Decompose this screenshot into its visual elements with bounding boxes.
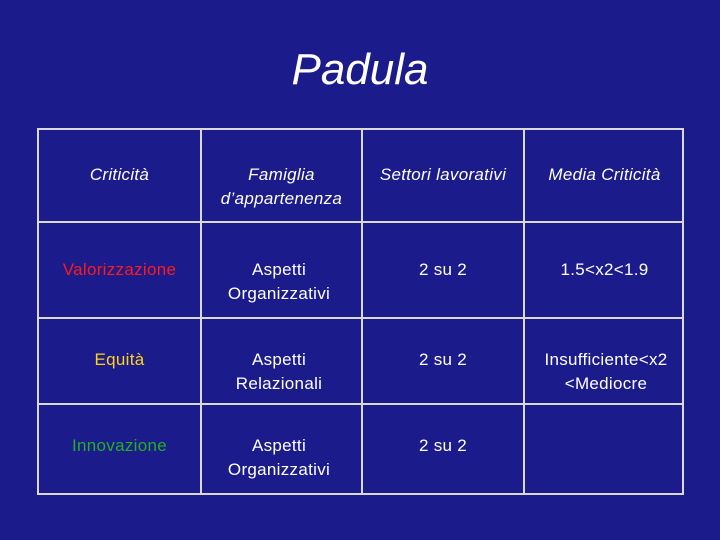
header-settori: Settori lavorativi bbox=[379, 165, 507, 184]
row1-media: 1.5<x2<1.9 bbox=[560, 260, 649, 279]
row1-settori: 2 su 2 bbox=[418, 260, 468, 279]
header-media: Media Criticità bbox=[548, 165, 661, 184]
criticita-table bbox=[37, 128, 684, 495]
row2-famiglia: Aspetti Relazionali bbox=[235, 350, 323, 393]
row3-settori: 2 su 2 bbox=[418, 436, 468, 455]
row2-settori: 2 su 2 bbox=[418, 350, 468, 369]
header-criticita: Criticità bbox=[89, 165, 150, 184]
header-famiglia: Famiglia d’appartenenza bbox=[220, 165, 343, 208]
row2-media: Insufficiente<x2 <Mediocre bbox=[544, 350, 668, 393]
slide-title: Padula bbox=[291, 45, 429, 94]
grid-hline bbox=[39, 317, 682, 319]
grid-hline bbox=[39, 221, 682, 223]
row3-criticita: Innovazione bbox=[72, 436, 167, 455]
row3-famiglia: Aspetti Organizzativi bbox=[227, 436, 331, 479]
grid-hline bbox=[39, 403, 682, 405]
row2-criticita: Equità bbox=[94, 350, 145, 369]
row1-famiglia: Aspetti Organizzativi bbox=[227, 260, 331, 303]
row1-criticita: Valorizzazione bbox=[62, 260, 177, 279]
